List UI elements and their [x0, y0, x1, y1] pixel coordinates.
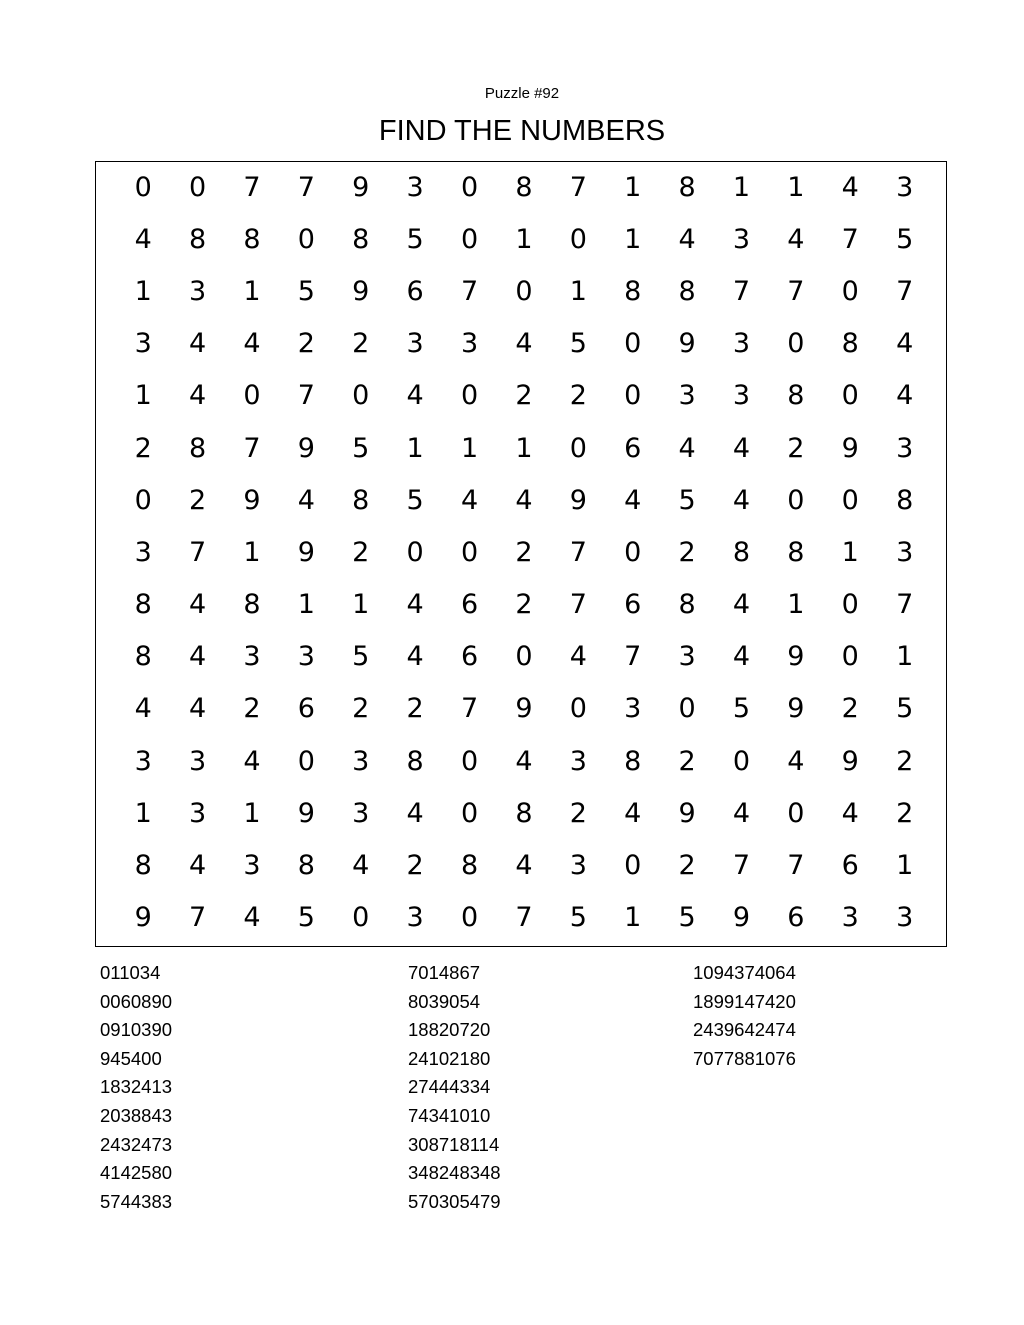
grid-cell[interactable]: 3	[896, 171, 914, 203]
grid-cell[interactable]: 4	[515, 745, 533, 777]
grid-cell[interactable]: 3	[188, 275, 207, 307]
grid-cell[interactable]: 4	[896, 328, 914, 360]
grid-cell[interactable]: 1	[243, 536, 261, 568]
grid-cell[interactable]: 0	[460, 171, 479, 203]
grid-cell[interactable]: 4	[243, 902, 261, 934]
puzzle-grid	[116, 161, 932, 944]
grid-cell[interactable]: 1	[624, 223, 642, 255]
grid-cell[interactable]: 4	[841, 797, 859, 829]
grid-cell[interactable]: 0	[624, 380, 642, 412]
grid-cell[interactable]: 1	[787, 171, 805, 203]
grid-cell[interactable]: 0	[624, 536, 642, 568]
grid-cell[interactable]: 6	[406, 275, 424, 307]
grid-cell[interactable]: 2	[297, 328, 315, 360]
puzzle-number: Puzzle #92	[484, 85, 560, 102]
grid-cell[interactable]: 8	[352, 484, 370, 516]
grid-cell[interactable]: 4	[188, 328, 207, 360]
grid-cell[interactable]: 3	[243, 641, 261, 673]
word-list-item: 7077881076	[693, 1047, 796, 1069]
grid-cell[interactable]: 0	[134, 484, 152, 516]
grid-cell[interactable]: 4	[406, 797, 424, 829]
grid-cell[interactable]: 0	[841, 275, 859, 307]
grid-cell[interactable]: 0	[569, 223, 587, 255]
grid-cell[interactable]: 4	[569, 641, 587, 673]
grid-cell[interactable]: 1	[460, 432, 479, 464]
word-list-item: 945400	[100, 1047, 162, 1069]
word-list-item: 2439642474	[693, 1019, 796, 1041]
grid-cell[interactable]: 2	[352, 536, 370, 568]
grid-cell[interactable]: 9	[732, 902, 751, 934]
grid-cell[interactable]: 8	[787, 380, 805, 412]
grid-cell[interactable]: 0	[841, 484, 859, 516]
grid-cell[interactable]: 2	[569, 380, 587, 412]
word-list-column-1	[100, 959, 172, 1216]
grid-cell[interactable]: 7	[841, 223, 859, 255]
grid-cell[interactable]: 3	[569, 850, 587, 882]
grid-cell[interactable]: 2	[243, 693, 261, 725]
grid-cell[interactable]: 1	[896, 850, 914, 882]
grid-cell[interactable]: 7	[787, 850, 805, 882]
grid-cell[interactable]: 3	[352, 745, 370, 777]
grid-cell[interactable]: 0	[678, 693, 696, 725]
grid-cell[interactable]: 7	[569, 589, 587, 621]
grid-cell[interactable]: 2	[515, 536, 533, 568]
word-list-item: 18820720	[408, 1019, 491, 1041]
grid-cell[interactable]: 2	[352, 693, 370, 725]
grid-cell[interactable]: 3	[841, 902, 859, 934]
grid-cell[interactable]: 0	[297, 223, 315, 255]
grid-cell[interactable]: 0	[787, 484, 805, 516]
grid-cell[interactable]: 6	[624, 589, 642, 621]
grid-cell[interactable]: 2	[188, 484, 207, 516]
grid-cell[interactable]: 2	[896, 797, 914, 829]
grid-cell[interactable]: 2	[406, 693, 424, 725]
grid-cell[interactable]: 7	[569, 171, 587, 203]
grid-cell[interactable]: 1	[352, 589, 370, 621]
grid-cell[interactable]: 9	[352, 275, 370, 307]
grid-cell[interactable]: 4	[896, 380, 914, 412]
grid-cell[interactable]: 8	[460, 850, 479, 882]
grid-cell[interactable]: 2	[352, 328, 370, 360]
grid-cell[interactable]: 0	[352, 902, 370, 934]
grid-cell[interactable]: 6	[460, 641, 479, 673]
grid-cell[interactable]: 4	[787, 745, 805, 777]
grid-cell[interactable]: 5	[678, 484, 696, 516]
grid-cell[interactable]: 0	[188, 171, 207, 203]
grid-cell[interactable]: 7	[188, 536, 207, 568]
grid-cell[interactable]: 1	[624, 171, 642, 203]
grid-cell[interactable]: 9	[297, 797, 315, 829]
grid-cell[interactable]: 0	[841, 380, 859, 412]
grid-cell[interactable]: 7	[896, 275, 914, 307]
grid-cell[interactable]: 1	[243, 797, 261, 829]
word-list-item: 2038843	[100, 1104, 173, 1126]
word-list-item: 348248348	[408, 1162, 501, 1184]
grid-cell[interactable]: 7	[243, 171, 261, 203]
grid-cell[interactable]: 2	[134, 432, 152, 464]
grid-cell[interactable]: 4	[732, 641, 751, 673]
grid-cell[interactable]: 4	[515, 328, 533, 360]
grid-cell[interactable]: 3	[406, 171, 424, 203]
grid-cell[interactable]: 0	[787, 797, 805, 829]
grid-cell[interactable]: 4	[841, 171, 859, 203]
grid-cell[interactable]: 3	[406, 902, 424, 934]
grid-cell[interactable]: 3	[732, 328, 751, 360]
grid-cell[interactable]: 4	[188, 380, 207, 412]
grid-cell[interactable]: 4	[134, 223, 152, 255]
grid-cell[interactable]: 6	[787, 902, 805, 934]
grid-cell[interactable]: 3	[243, 850, 261, 882]
grid-cell[interactable]: 0	[134, 171, 152, 203]
grid-cell[interactable]: 9	[134, 902, 152, 934]
grid-cell[interactable]: 9	[243, 484, 261, 516]
grid-cell[interactable]: 4	[406, 641, 424, 673]
grid-cell[interactable]: 9	[297, 536, 315, 568]
grid-cell[interactable]: 8	[406, 745, 424, 777]
grid-cell[interactable]: 6	[297, 693, 315, 725]
grid-cell[interactable]: 5	[406, 484, 424, 516]
grid-cell[interactable]: 3	[352, 797, 370, 829]
word-list-item: 0060890	[100, 990, 173, 1012]
grid-cell[interactable]: 1	[406, 432, 424, 464]
grid-cell[interactable]: 1	[515, 223, 533, 255]
grid-cell[interactable]: 9	[515, 693, 533, 725]
grid-cell[interactable]: 4	[732, 797, 751, 829]
grid-cell[interactable]: 7	[624, 641, 642, 673]
grid-cell[interactable]: 0	[460, 902, 479, 934]
grid-cell[interactable]: 4	[732, 589, 751, 621]
grid-cell[interactable]: 8	[787, 536, 805, 568]
grid-cell[interactable]: 9	[297, 432, 315, 464]
grid-cell[interactable]: 4	[188, 850, 207, 882]
grid-cell[interactable]: 6	[624, 432, 642, 464]
grid-cell[interactable]: 3	[460, 328, 479, 360]
grid-cell[interactable]: 3	[732, 380, 751, 412]
grid-cell[interactable]: 4	[134, 693, 152, 725]
grid-cell[interactable]: 2	[515, 380, 533, 412]
grid-cell[interactable]: 3	[896, 902, 914, 934]
grid-cell[interactable]: 1	[134, 275, 152, 307]
grid-cell[interactable]: 8	[243, 223, 261, 255]
grid-cell[interactable]: 9	[787, 641, 805, 673]
grid-cell[interactable]: 3	[188, 745, 207, 777]
grid-cell[interactable]: 2	[406, 850, 424, 882]
grid-cell[interactable]: 3	[624, 693, 642, 725]
grid-cell[interactable]: 8	[134, 589, 152, 621]
grid-cell[interactable]: 9	[678, 797, 696, 829]
grid-cell[interactable]: 8	[732, 536, 751, 568]
grid-cell[interactable]: 8	[624, 275, 642, 307]
grid-cell[interactable]: 4	[188, 641, 207, 673]
word-list-column-3	[693, 959, 796, 1073]
grid-cell[interactable]: 1	[569, 275, 587, 307]
grid-cell[interactable]: 7	[188, 902, 207, 934]
grid-cell[interactable]: 4	[732, 484, 751, 516]
grid-cell[interactable]: 5	[352, 641, 370, 673]
word-list-column-2	[408, 959, 501, 1216]
page-title: FIND THE NUMBERS	[378, 115, 666, 147]
grid-cell[interactable]: 1	[243, 275, 261, 307]
grid-cell[interactable]: 8	[243, 589, 261, 621]
grid-cell[interactable]: 3	[188, 797, 207, 829]
grid-cell[interactable]: 8	[134, 641, 152, 673]
grid-cell[interactable]: 7	[569, 536, 587, 568]
grid-cell[interactable]: 4	[678, 223, 696, 255]
grid-cell[interactable]: 8	[678, 275, 696, 307]
grid-cell[interactable]: 7	[732, 275, 751, 307]
grid-cell[interactable]: 8	[188, 432, 207, 464]
grid-cell[interactable]: 8	[678, 589, 696, 621]
word-list-item: 1832413	[100, 1076, 173, 1098]
grid-cell[interactable]: 1	[896, 641, 914, 673]
grid-cell[interactable]: 5	[896, 693, 914, 725]
grid-cell[interactable]: 0	[569, 432, 587, 464]
grid-cell[interactable]: 8	[515, 171, 533, 203]
grid-cell[interactable]: 8	[188, 223, 207, 255]
grid-cell[interactable]: 0	[460, 223, 479, 255]
grid-cell[interactable]: 8	[624, 745, 642, 777]
grid-cell[interactable]: 4	[243, 745, 261, 777]
grid-cell[interactable]: 0	[460, 797, 479, 829]
grid-cell[interactable]: 9	[841, 432, 859, 464]
grid-cell[interactable]: 6	[460, 589, 479, 621]
word-list-item: 8039054	[408, 990, 481, 1012]
grid-cell[interactable]: 0	[624, 850, 642, 882]
grid-cell[interactable]: 9	[352, 171, 370, 203]
grid-cell[interactable]: 3	[134, 536, 152, 568]
grid-cell[interactable]: 7	[243, 432, 261, 464]
grid-cell[interactable]: 5	[678, 902, 696, 934]
grid-cell[interactable]: 5	[896, 223, 914, 255]
grid-cell[interactable]: 1	[515, 432, 533, 464]
grid-cell[interactable]: 0	[732, 745, 751, 777]
grid-cell[interactable]: 4	[188, 693, 207, 725]
grid-cell[interactable]: 0	[569, 693, 587, 725]
grid-cell[interactable]: 5	[406, 223, 424, 255]
grid-cell[interactable]: 3	[297, 641, 315, 673]
grid-cell[interactable]: 2	[841, 693, 859, 725]
grid-cell[interactable]: 9	[678, 328, 696, 360]
grid-cell[interactable]: 2	[678, 745, 696, 777]
grid-cell[interactable]: 9	[787, 693, 805, 725]
grid-cell[interactable]: 3	[896, 432, 914, 464]
grid-cell[interactable]: 0	[406, 536, 424, 568]
grid-cell[interactable]: 8	[841, 328, 859, 360]
grid-cell[interactable]: 3	[406, 328, 424, 360]
grid-cell[interactable]: 8	[678, 171, 696, 203]
grid-cell[interactable]: 1	[787, 589, 805, 621]
grid-cell[interactable]: 9	[841, 745, 859, 777]
grid-cell[interactable]: 0	[787, 328, 805, 360]
grid-cell[interactable]: 1	[134, 797, 152, 829]
grid-cell[interactable]: 5	[297, 275, 315, 307]
grid-cell[interactable]: 5	[569, 328, 587, 360]
grid-cell[interactable]: 7	[896, 589, 914, 621]
grid-cell[interactable]: 1	[732, 171, 751, 203]
grid-cell[interactable]: 8	[297, 850, 315, 882]
grid-cell[interactable]: 7	[732, 850, 751, 882]
grid-cell[interactable]: 6	[841, 850, 859, 882]
grid-cell[interactable]: 0	[841, 641, 859, 673]
grid-cell[interactable]: 1	[134, 380, 152, 412]
grid-cell[interactable]: 0	[841, 589, 859, 621]
word-list-item: 7014867	[408, 962, 481, 983]
grid-cell[interactable]: 4	[406, 589, 424, 621]
grid-cell[interactable]: 2	[787, 432, 805, 464]
grid-cell[interactable]: 0	[460, 536, 479, 568]
grid-cell[interactable]: 7	[787, 275, 805, 307]
grid-cell[interactable]: 3	[896, 536, 914, 568]
grid-cell[interactable]: 3	[678, 641, 696, 673]
word-list-item: 24102180	[408, 1047, 491, 1069]
grid-cell[interactable]: 4	[243, 328, 261, 360]
grid-cell[interactable]: 3	[569, 745, 587, 777]
grid-cell[interactable]: 4	[460, 484, 479, 516]
word-list-item: 2432473	[100, 1133, 173, 1155]
word-list-item: 5744383	[100, 1190, 173, 1212]
grid-cell[interactable]: 3	[134, 745, 152, 777]
grid-cell[interactable]: 0	[352, 380, 370, 412]
grid-cell[interactable]: 5	[732, 693, 751, 725]
grid-cell[interactable]: 1	[841, 536, 859, 568]
grid-cell[interactable]: 4	[787, 223, 805, 255]
word-list-item: 1899147420	[693, 990, 796, 1012]
grid-cell[interactable]: 0	[624, 328, 642, 360]
grid-cell[interactable]: 3	[134, 328, 152, 360]
grid-cell[interactable]: 1	[297, 589, 315, 621]
grid-cell[interactable]: 3	[678, 380, 696, 412]
grid-cell[interactable]: 4	[678, 432, 696, 464]
grid-cell[interactable]: 8	[352, 223, 370, 255]
grid-cell[interactable]: 0	[460, 380, 479, 412]
grid-cell[interactable]: 9	[569, 484, 587, 516]
grid-cell[interactable]: 8	[896, 484, 914, 516]
grid-cell[interactable]: 4	[352, 850, 370, 882]
grid-cell[interactable]: 2	[678, 536, 696, 568]
grid-cell[interactable]: 2	[678, 850, 696, 882]
grid-cell[interactable]: 3	[732, 223, 751, 255]
grid-cell[interactable]: 4	[188, 589, 207, 621]
grid-cell[interactable]: 5	[569, 902, 587, 934]
grid-cell[interactable]: 7	[297, 171, 315, 203]
word-list-item: 0910390	[100, 1019, 173, 1041]
grid-cell[interactable]: 7	[515, 902, 533, 934]
grid-cell[interactable]: 2	[569, 797, 587, 829]
grid-cell[interactable]: 0	[460, 745, 479, 777]
grid-cell[interactable]: 4	[732, 432, 751, 464]
grid-cell[interactable]: 4	[624, 484, 642, 516]
grid-cell[interactable]: 7	[460, 275, 479, 307]
grid-cell[interactable]: 8	[134, 850, 152, 882]
word-list-item: 74341010	[408, 1104, 491, 1126]
grid-cell[interactable]: 0	[515, 275, 533, 307]
grid-cell[interactable]: 4	[624, 797, 642, 829]
grid-cell[interactable]: 4	[515, 850, 533, 882]
word-list-item: 27444334	[408, 1076, 491, 1098]
grid-cell[interactable]: 2	[896, 745, 914, 777]
grid-cell[interactable]: 0	[243, 380, 261, 412]
grid-cell[interactable]: 7	[297, 380, 315, 412]
grid-cell[interactable]: 4	[406, 380, 424, 412]
grid-cell[interactable]: 0	[297, 745, 315, 777]
grid-cell[interactable]: 4	[515, 484, 533, 516]
word-list-item: 011034	[100, 962, 161, 983]
word-list-item: 4142580	[100, 1162, 173, 1184]
word-list-item: 308718114	[408, 1133, 500, 1155]
grid-cell[interactable]: 1	[624, 902, 642, 934]
grid-cell[interactable]: 7	[460, 693, 479, 725]
grid-cell[interactable]: 5	[352, 432, 370, 464]
word-list-item: 570305479	[408, 1190, 501, 1212]
grid-cell[interactable]: 5	[297, 902, 315, 934]
grid-cell[interactable]: 2	[515, 589, 533, 621]
grid-cell[interactable]: 0	[515, 641, 533, 673]
grid-cell[interactable]: 4	[297, 484, 315, 516]
word-list-item: 1094374064	[693, 962, 796, 983]
grid-cell[interactable]: 8	[515, 797, 533, 829]
